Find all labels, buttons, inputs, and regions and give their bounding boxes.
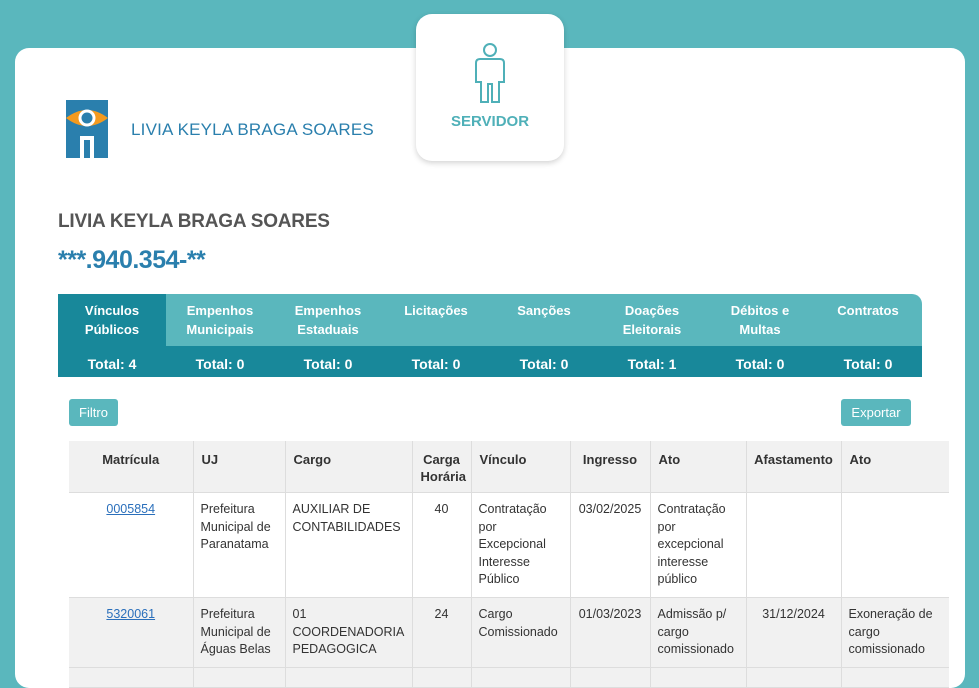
tab-doacoes-eleitorais[interactable]	[598, 294, 706, 377]
tab-debitos-multas[interactable]	[706, 294, 814, 377]
tab-label: Contratos	[837, 303, 899, 318]
tab-label: Débitos e Multas	[730, 303, 790, 337]
table-row	[69, 667, 949, 687]
cell-carga: 40	[412, 493, 471, 598]
col-header-vinculo[interactable]: Vínculo	[471, 441, 570, 493]
table-row	[69, 597, 949, 667]
cell-ato-afastamento: Exoneração de cargo comissionado	[841, 597, 949, 667]
tab-total: Total: 0	[843, 356, 893, 372]
cell-cargo: AUXILIAR DE CONTABILIDADES	[285, 493, 412, 598]
category-tabs	[58, 294, 922, 377]
tab-label: Empenhos Municipais	[186, 303, 254, 337]
tab-total: Total: 4	[87, 356, 137, 372]
matricula-link[interactable]: 0005854	[106, 502, 156, 516]
tab-label: Vínculos Públicos	[84, 303, 140, 337]
tab-empenhos-estaduais[interactable]	[274, 294, 382, 377]
cpf-value: ***.940.354-**	[58, 246, 206, 274]
cell-ingresso: 01/03/2023	[570, 597, 650, 667]
filter-button[interactable]: Filtro	[69, 399, 118, 426]
col-header-uj[interactable]: UJ	[193, 441, 285, 493]
tab-empenhos-municipais[interactable]	[166, 294, 274, 377]
col-header-carga-horaria[interactable]: Carga Horária	[412, 441, 471, 493]
table-row	[69, 493, 949, 598]
col-header-matricula[interactable]: Matrícula	[69, 441, 193, 493]
cell-vinculo: Contratação por Excepcional Interesse Público	[471, 493, 570, 598]
tab-total: Total: 0	[735, 356, 785, 372]
export-button[interactable]: Exportar	[841, 399, 911, 426]
person-icon	[473, 42, 507, 106]
col-header-ato-afastamento[interactable]: Ato	[841, 441, 949, 493]
tab-label: Licitações	[404, 303, 468, 318]
matricula-link[interactable]: 5320061	[106, 606, 156, 621]
col-header-ingresso[interactable]: Ingresso	[570, 441, 650, 493]
tab-total: Total: 0	[195, 356, 245, 372]
table-header-row	[69, 441, 949, 493]
role-label: SERVIDOR	[450, 113, 530, 130]
cell-afastamento	[746, 493, 841, 598]
cell-uj: Prefeitura Municipal de Águas Belas	[193, 597, 285, 667]
cell-vinculo: Cargo Comissionado	[471, 597, 570, 667]
tab-label: Sanções	[517, 303, 571, 318]
eye-logo-icon	[66, 100, 108, 158]
cell-matricula	[69, 493, 193, 598]
tab-total: Total: 0	[519, 356, 569, 372]
tab-total: Total: 0	[303, 356, 353, 372]
col-header-ato[interactable]: Ato	[650, 441, 746, 493]
cell-uj: Prefeitura Municipal de Paranatama	[193, 493, 285, 598]
cell-ato: Admissão p/ cargo comissionado	[650, 597, 746, 667]
page-title: LIVIA KEYLA BRAGA SOARES	[58, 211, 330, 232]
tab-total: Total: 1	[627, 356, 677, 372]
col-header-afastamento[interactable]: Afastamento	[746, 441, 841, 493]
tab-total: Total: 0	[411, 356, 461, 372]
cell-ato: Contratação por excepcional interesse público	[650, 493, 746, 598]
role-card	[416, 14, 564, 161]
tab-contratos[interactable]	[814, 294, 922, 377]
col-header-cargo[interactable]: Cargo	[285, 441, 412, 493]
vinculos-table-container[interactable]	[69, 441, 933, 681]
tab-licitacoes[interactable]	[382, 294, 490, 377]
cell-carga: 24	[412, 597, 471, 667]
cell-ato-afastamento	[841, 493, 949, 598]
tab-label: Doações Eleitorais	[622, 303, 682, 337]
vinculos-table	[69, 441, 949, 688]
header-person-name: LIVIA KEYLA BRAGA SOARES	[131, 120, 374, 139]
cell-matricula	[69, 597, 193, 667]
tab-label: Empenhos Estaduais	[294, 303, 362, 337]
cell-ingresso: 03/02/2025	[570, 493, 650, 598]
tab-sancoes[interactable]	[490, 294, 598, 377]
cell-afastamento: 31/12/2024	[746, 597, 841, 667]
tab-vinculos-publicos[interactable]	[58, 294, 166, 377]
cell-cargo: 01 COORDENADORIA PEDAGOGICA	[285, 597, 412, 667]
